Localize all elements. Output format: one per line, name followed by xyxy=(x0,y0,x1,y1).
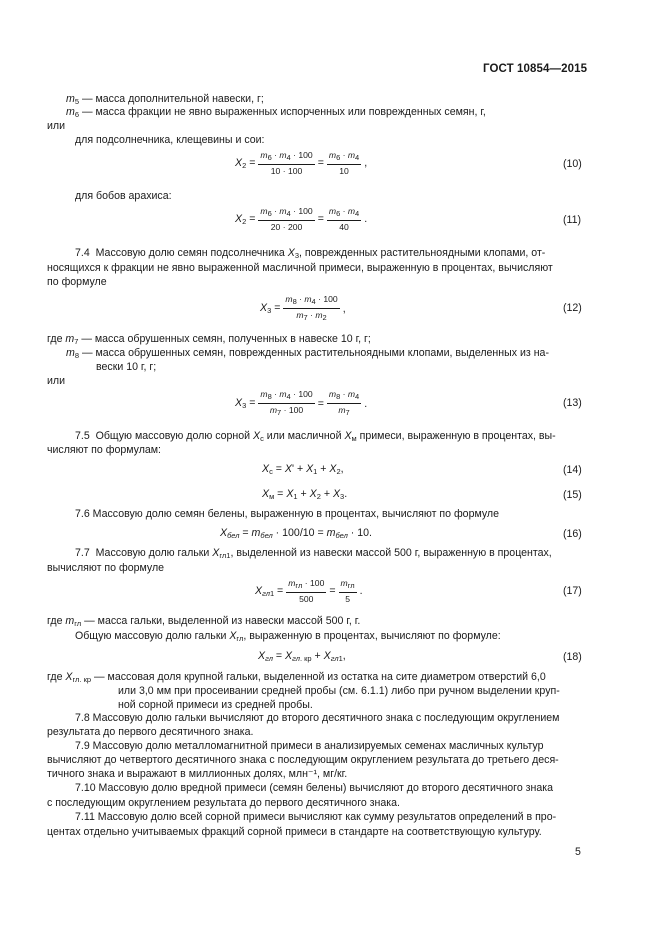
para-7-4-line2: носящихся к фракции не явно выраженной масличной примеси, выраженную в процентах, вычисляют xyxy=(47,262,553,274)
para-7-7-line1: 7.7 Массовую долю гальки $X_{гл1}$, выделенной из навески массой 500 г, выраженную в процентах, xyxy=(75,547,552,560)
text-or-1: или xyxy=(47,120,66,132)
para-7-8-line1: 7.8 Массовую долю гальки вычисляют до второго десятичного знака с последующим округлением xyxy=(75,712,560,724)
text-peanut-intro: для бобов арахиса: xyxy=(75,190,172,202)
equation-10: $X_2$ = $\frac{m_6 \cdot m_4 \cdot 100}{10 \cdot 100}$ = $\frac{m_6 \cdot m_4}{10}$ , xyxy=(235,150,368,176)
def-x-gl-kr-line1: где $X_{гл. кр}$ — массовая доля крупной гальки, выделенной из остатка на сите диаметром отверстий 6,0 xyxy=(47,671,546,684)
para-7-5-line1: 7.5 Общую массовую долю сорной $X_с$ или масличной $X_м$ примеси, выраженную в процентах, вы- xyxy=(75,430,556,443)
para-7-5-line2: числяют по формулам: xyxy=(47,444,161,456)
para-7-9-line1: 7.9 Массовую долю металломагнитной примеси в анализируемых семенах масличных культур xyxy=(75,740,544,752)
equation-11: $X_2$ = $\frac{m_6 \cdot m_4 \cdot 100}{20 \cdot 200}$ = $\frac{m_6 \cdot m_4}{40}$ . xyxy=(235,206,368,232)
para-7-8-line2: результата до первого десятичного знака. xyxy=(47,726,254,738)
def-m-gl: где $m_{гл}$ — масса гальки, выделенной из навески массой 500 г, г. xyxy=(47,615,361,628)
text-or-2: или xyxy=(47,375,66,387)
equation-18: $X_{гл} = X_{гл. кр} + X_{гл1}$, xyxy=(258,650,346,663)
text-sunflower-intro: для подсолнечника, клещевины и сои: xyxy=(75,134,265,146)
text-total-pebbles: Общую массовую долю гальки $X_{гл}$, выраженную в процентах, вычисляют по формуле: xyxy=(75,630,501,643)
equation-13: $X_3$ = $\frac{m_8 \cdot m_4 \cdot 100}{m_7 \cdot 100}$ = $\frac{m_8 \cdot m_4}{m_7}$ . xyxy=(235,389,368,417)
def-x-gl-kr-line3: ной сорной примеси из средней пробы. xyxy=(118,699,313,711)
def-m8-line1: $m_8$ — масса обрушенных семян, поврежденных растительноядными клопами, выделенных из на- xyxy=(66,347,549,360)
page-number: 5 xyxy=(575,846,581,858)
equation-number-11: (11) xyxy=(563,214,582,226)
equation-number-14: (14) xyxy=(563,464,582,476)
para-7-4-line1: 7.4 Массовую долю семян подсолнечника $X_3$, поврежденных растительноядными клопами, от- xyxy=(75,247,546,260)
para-7-7-line2: вычисляют по формуле xyxy=(47,562,165,574)
equation-number-13: (13) xyxy=(563,397,582,409)
def-m8-line2: вески 10 г, г; xyxy=(96,361,157,373)
para-7-11-line1: 7.11 Массовую долю всей сорной примеси вычисляют как сумму результатов определений в про- xyxy=(75,811,557,823)
equation-number-17: (17) xyxy=(563,585,582,597)
equation-number-18: (18) xyxy=(563,651,582,663)
equation-17: $X_{гл1}$ = $\frac{m_{гл} \cdot 100}{500}$ = $\frac{m_{гл}}{5}$ . xyxy=(255,578,363,604)
para-7-9-line3: тичного знака и выражают в миллионных долях, млн⁻¹, мг/кг. xyxy=(47,768,348,780)
para-7-4-line3: по формуле xyxy=(47,276,107,288)
equation-15: $X_м = X_1 + X_2 + X_3$. xyxy=(262,488,348,501)
para-7-10-line1: 7.10 Массовую долю вредной примеси (семян белены) вычисляют до второго десятичного знака xyxy=(75,782,554,794)
equation-14: $X_с = X' + X_1 + X_2$, xyxy=(262,463,344,476)
para-7-11-line2: центах отдельно учитываемых фракций сорной примеси в стандарте на соответствующую культуру. xyxy=(47,826,542,838)
para-7-10-line2: с последующим округлением результата до первого десятичного знака. xyxy=(47,797,400,809)
equation-number-10: (10) xyxy=(563,158,582,170)
def-x-gl-kr-line2: или 3,0 мм при просеивании средней пробы (см. 6.1.1) либо при ручном выделении круп- xyxy=(118,685,560,697)
def-m6: $m_6$ — масса фракции не явно выраженных испорченных или поврежденных семян, г, xyxy=(66,106,486,119)
def-m7: где $m_7$ — масса обрушенных семян, полученных в навеске 10 г, г; xyxy=(47,333,371,346)
equation-number-12: (12) xyxy=(563,302,582,314)
para-7-6: 7.6 Массовую долю семян белены, выраженную в процентах, вычисляют по формуле xyxy=(75,508,500,520)
document-id: ГОСТ 10854—2015 xyxy=(483,63,588,75)
equation-number-16: (16) xyxy=(563,528,582,540)
equation-12: $X_3$ = $\frac{m_8 \cdot m_4 \cdot 100}{m_7 \cdot m_2}$ , xyxy=(260,294,346,322)
equation-number-15: (15) xyxy=(563,489,582,501)
equation-16: $X_{бел} = m_{бел} \cdot 100/10 = m_{бел} \cdot 10$. xyxy=(220,527,372,540)
para-7-9-line2: вычисляют до четвертого десятичного знака с последующим округлением результата до третьего деся- xyxy=(47,754,559,766)
def-m5: $m_5$ — масса дополнительной навески, г; xyxy=(66,93,264,106)
